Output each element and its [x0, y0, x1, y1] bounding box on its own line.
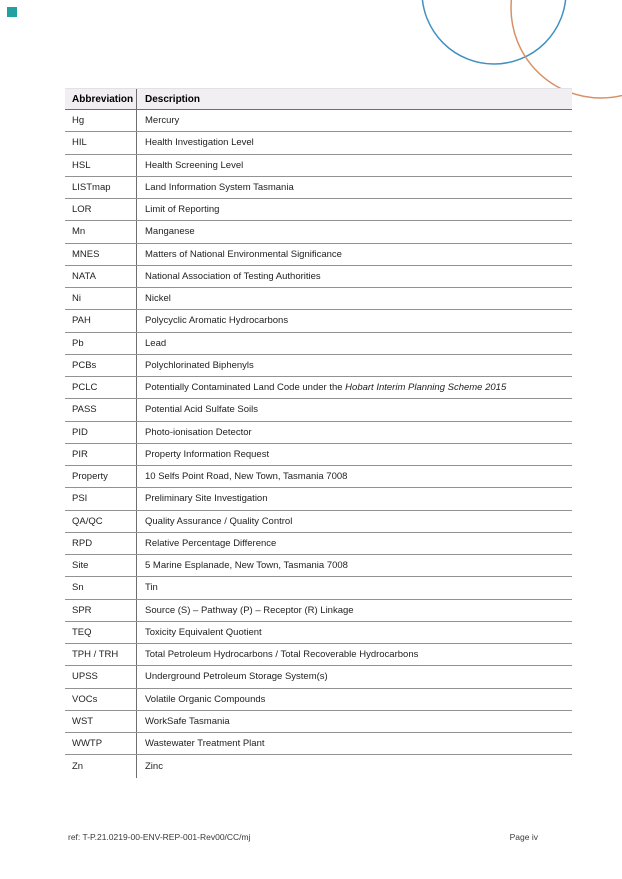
table-row	[65, 399, 572, 421]
abbreviation-cell: WST	[65, 711, 137, 732]
abbreviation-cell: PASS	[65, 399, 137, 420]
description-text: Health Screening Level	[145, 159, 244, 171]
brand-square-icon	[7, 7, 17, 17]
page-footer	[68, 832, 538, 842]
description-cell	[137, 488, 572, 509]
table-row	[65, 355, 572, 377]
description-text: Limit of Reporting	[145, 204, 220, 216]
description-text: Preliminary Site Investigation	[145, 493, 268, 505]
table-row	[65, 377, 572, 399]
table-row	[65, 444, 572, 466]
description-cell	[137, 622, 572, 643]
footer-page-number: Page iv	[509, 832, 538, 842]
description-text: Polychlorinated Biphenyls	[145, 359, 254, 371]
abbreviation-cell: LISTmap	[65, 177, 137, 198]
abbreviation-cell: Site	[65, 555, 137, 576]
abbreviation-cell: PID	[65, 422, 137, 443]
orange-circle-icon	[511, 0, 622, 98]
abbreviation-cell: PCLC	[65, 377, 137, 398]
abbreviation-cell: HSL	[65, 155, 137, 176]
description-cell	[137, 377, 572, 398]
description-cell	[137, 266, 572, 287]
description-text: Volatile Organic Compounds	[145, 693, 266, 705]
table-row	[65, 622, 572, 644]
description-text: Potential Acid Sulfate Soils	[145, 404, 259, 416]
abbreviation-cell: Sn	[65, 577, 137, 598]
description-cell	[137, 244, 572, 265]
abbreviation-cell: PIR	[65, 444, 137, 465]
abbreviation-cell: PSI	[65, 488, 137, 509]
table-row	[65, 266, 572, 288]
table-row	[65, 310, 572, 332]
description-text: Toxicity Equivalent Quotient	[145, 626, 262, 638]
abbreviation-cell: Pb	[65, 333, 137, 354]
description-cell	[137, 755, 572, 777]
table-row	[65, 511, 572, 533]
description-text: 10 Selfs Point Road, New Town, Tasmania 7008	[145, 471, 348, 483]
abbreviation-cell: TEQ	[65, 622, 137, 643]
description-text: Lead	[145, 337, 167, 349]
table-row	[65, 422, 572, 444]
description-text: Polycyclic Aromatic Hydrocarbons	[145, 315, 289, 327]
table-row	[65, 155, 572, 177]
description-cell	[137, 333, 572, 354]
description-cell	[137, 733, 572, 754]
abbreviation-cell: Hg	[65, 110, 137, 131]
description-text: Zinc	[145, 760, 163, 772]
table-row	[65, 199, 572, 221]
description-cell	[137, 644, 572, 665]
table-body	[65, 110, 572, 778]
abbreviations-table	[65, 88, 572, 778]
description-text: Tin	[145, 582, 158, 594]
table-row	[65, 555, 572, 577]
description-cell	[137, 689, 572, 710]
abbreviation-cell: QA/QC	[65, 511, 137, 532]
description-cell	[137, 132, 572, 153]
abbreviation-cell: WWTP	[65, 733, 137, 754]
description-cell	[137, 577, 572, 598]
description-text: Source (S) – Pathway (P) – Receptor (R) Linkage	[145, 604, 354, 616]
table-row	[65, 711, 572, 733]
description-text: Manganese	[145, 226, 195, 238]
table-row	[65, 466, 572, 488]
abbreviation-cell: LOR	[65, 199, 137, 220]
description-text: Wastewater Treatment Plant	[145, 738, 265, 750]
description-text: Photo-ionisation Detector	[145, 426, 252, 438]
description-cell	[137, 177, 572, 198]
description-text: Total Petroleum Hydrocarbons / Total Recoverable Hydrocarbons	[145, 649, 419, 661]
table-row	[65, 221, 572, 243]
description-text: Potentially Contaminated Land Code under the Hobart Interim Planning Scheme 2015	[145, 382, 507, 394]
description-cell	[137, 199, 572, 220]
description-cell	[137, 600, 572, 621]
table-row	[65, 288, 572, 310]
description-cell	[137, 466, 572, 487]
table-row	[65, 600, 572, 622]
description-cell	[137, 511, 572, 532]
abbreviation-cell: Property	[65, 466, 137, 487]
description-text: Health Investigation Level	[145, 137, 254, 149]
abbreviation-cell: RPD	[65, 533, 137, 554]
description-cell	[137, 533, 572, 554]
abbreviation-cell: NATA	[65, 266, 137, 287]
description-text: Land Information System Tasmania	[145, 181, 294, 193]
description-cell	[137, 310, 572, 331]
description-cell	[137, 555, 572, 576]
description-cell	[137, 444, 572, 465]
description-cell	[137, 711, 572, 732]
description-text: Quality Assurance / Quality Control	[145, 515, 293, 527]
description-text: 5 Marine Esplanade, New Town, Tasmania 7008	[145, 560, 348, 572]
table-row	[65, 488, 572, 510]
description-cell	[137, 221, 572, 242]
description-cell	[137, 355, 572, 376]
table-row	[65, 733, 572, 755]
description-text: Relative Percentage Difference	[145, 537, 277, 549]
header-cell-description: Description	[145, 93, 201, 105]
header-cell-abbreviation: Abbreviation	[65, 89, 137, 109]
description-text: Mercury	[145, 115, 180, 127]
description-cell	[137, 155, 572, 176]
description-cell	[137, 666, 572, 687]
description-text: Underground Petroleum Storage System(s)	[145, 671, 328, 683]
description-text: Nickel	[145, 293, 171, 305]
table-row	[65, 644, 572, 666]
table-row	[65, 177, 572, 199]
description-cell	[137, 288, 572, 309]
abbreviation-cell: SPR	[65, 600, 137, 621]
abbreviation-cell: TPH / TRH	[65, 644, 137, 665]
description-cell	[137, 422, 572, 443]
abbreviation-cell: PAH	[65, 310, 137, 331]
abbreviation-cell: VOCs	[65, 689, 137, 710]
blue-circle-icon	[422, 0, 566, 64]
table-row	[65, 333, 572, 355]
table-row	[65, 755, 572, 777]
abbreviation-cell: UPSS	[65, 666, 137, 687]
abbreviation-cell: Zn	[65, 755, 137, 777]
abbreviation-cell: MNES	[65, 244, 137, 265]
table-row	[65, 533, 572, 555]
abbreviation-cell: PCBs	[65, 355, 137, 376]
table-row	[65, 132, 572, 154]
table-row	[65, 577, 572, 599]
description-text: National Association of Testing Authorities	[145, 270, 321, 282]
table-header-row	[65, 88, 572, 110]
description-text: Matters of National Environmental Significance	[145, 248, 342, 260]
description-italic-text: Hobart Interim Planning Scheme 2015	[345, 382, 507, 394]
abbreviation-cell: Mn	[65, 221, 137, 242]
table-row	[65, 666, 572, 688]
abbreviation-cell: HIL	[65, 132, 137, 153]
abbreviation-cell: Ni	[65, 288, 137, 309]
description-text: Property Information Request	[145, 448, 270, 460]
description-cell	[137, 110, 572, 131]
description-cell	[137, 399, 572, 420]
table-row	[65, 244, 572, 266]
table-row	[65, 110, 572, 132]
table-row	[65, 689, 572, 711]
description-text: WorkSafe Tasmania	[145, 715, 230, 727]
footer-reference: ref: T-P.21.0219-00-ENV-REP-001-Rev00/CC/mj	[68, 832, 251, 842]
